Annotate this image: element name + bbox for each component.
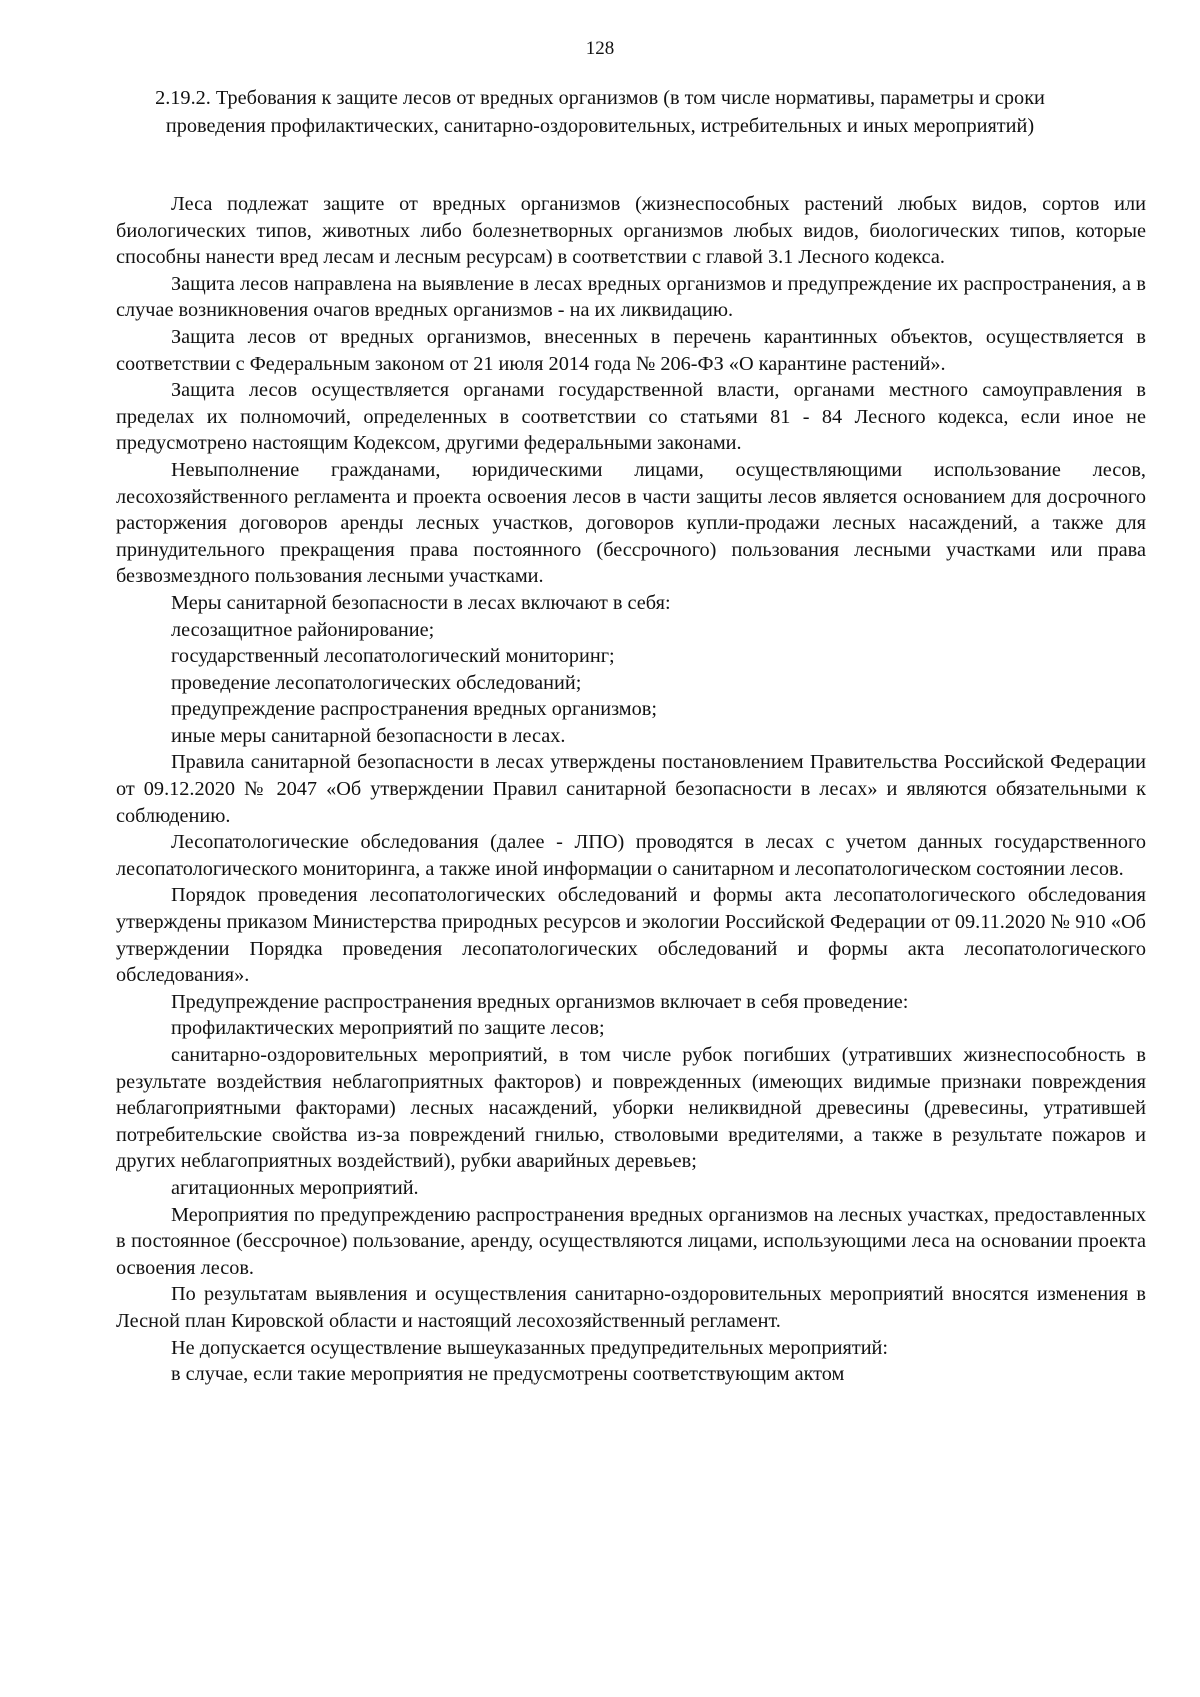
paragraph: Невыполнение гражданами, юридическими лицами, осуществляющими использование лесов, лесохозяйственного регламента и проекта освоения лесов в части защиты лесов является основанием для досрочного расторжения договоров аренды лесных участков, договоров купли-продажи лесных насаждений, а также для принудительного прекращения права постоянного (бессрочного) пользования лесными участками или права безвозмездного пользования лесными участками. (116, 458, 1146, 588)
paragraph: Не допускается осуществление вышеуказанных предупредительных мероприятий: (171, 1336, 889, 1359)
list-item: лесозащитное районирование; (171, 618, 435, 641)
page-number: 128 (585, 38, 615, 59)
list-item: государственный лесопатологический мониторинг; (171, 645, 615, 668)
section-heading: 2.19.2. Требования к защите лесов от вредных организмов (в том числе нормативы, параметры и сроки проведения профилактических, санитарно-оздоровительных, истребительных и иных мероприятий) (155, 87, 1045, 137)
paragraph: Защита лесов от вредных организмов, внесенных в перечень карантинных объектов, осуществляется в соответствии с Федеральным законом от 21 июля 2014 года № 206-ФЗ «О карантине растений». (116, 325, 1146, 375)
list-item: агитационных мероприятий. (171, 1176, 419, 1199)
list-item: санитарно-оздоровительных мероприятий, в том числе рубок погибших (утративших жизнеспособность в результате воздействия неблагоприятных факторов) и поврежденных (имеющих видимые признаки повреждения неблагоприятными факторами) лесных насаждений, уборки неликвидной древесины (древесины, утратившей потребительские свойства из-за повреждений гнилью, стволовыми вредителями, а также в результате пожаров и других неблагоприятных воздействий), рубки аварийных деревьев; (116, 1044, 1146, 1173)
paragraph: Порядок проведения лесопатологических обследований и формы акта лесопатологического обследования утверждены приказом Министерства природных ресурсов и экологии Российской Федерации от 09.11.2020 № 910 «Об утверждении Порядка проведения лесопатологических обследований и формы акта лесопатологического обследования». (116, 884, 1146, 987)
list-item: профилактических мероприятий по защите лесов; (171, 1017, 605, 1040)
paragraph: Мероприятия по предупреждению распространения вредных организмов на лесных участках, предоставленных в постоянное (бессрочное) пользование, аренду, осуществляются лицами, использующими леса на основании проекта освоения лесов. (116, 1203, 1146, 1279)
paragraph: Лесопатологические обследования (далее - ЛПО) проводятся в лесах с учетом данных государственного лесопатологического мониторинга, а также иной информации о санитарном и лесопатологическом состоянии лесов. (116, 831, 1146, 880)
document-body (116, 191, 1146, 1388)
paragraph: Меры санитарной безопасности в лесах включают в себя: (171, 591, 671, 614)
paragraph: Правила санитарной безопасности в лесах утверждены постановлением Правительства Российской Федерации от 09.12.2020 № 2047 «Об утверждении Правил санитарной безопасности в лесах» и являются обязательными к соблюдению. (116, 751, 1146, 827)
list-item: в случае, если такие мероприятия не предусмотрены соответствующим актом (171, 1363, 845, 1386)
paragraph: Защита лесов осуществляется органами государственной власти, органами местного самоуправления в пределах их полномочий, определенных в соответствии со статьями 81 - 84 Лесного кодекса, если иное не предусмотрено настоящим Кодексом, другими федеральными законами. (116, 379, 1146, 455)
paragraph: По результатам выявления и осуществления санитарно-оздоровительных мероприятий вносятся изменения в Лесной план Кировской области и настоящий лесохозяйственный регламент. (116, 1283, 1146, 1332)
list-item: проведение лесопатологических обследований; (171, 671, 582, 694)
paragraph: Леса подлежат защите от вредных организмов (жизнеспособных растений любых видов, сортов или биологических типов, животных либо болезнетворных организмов любых видов, биологических типов, которые способны нанести вред лесам и лесным ресурсам) в соответствии с главой 3.1 Лесного кодекса. (116, 193, 1146, 269)
list-item: предупреждение распространения вредных организмов; (171, 698, 657, 721)
list-item: иные меры санитарной безопасности в лесах. (171, 724, 566, 747)
paragraph: Защита лесов направлена на выявление в лесах вредных организмов и предупреждение их распространения, а в случае возникновения очагов вредных организмов - на их ликвидацию. (116, 272, 1146, 322)
paragraph: Предупреждение распространения вредных организмов включает в себя проведение: (171, 990, 909, 1013)
